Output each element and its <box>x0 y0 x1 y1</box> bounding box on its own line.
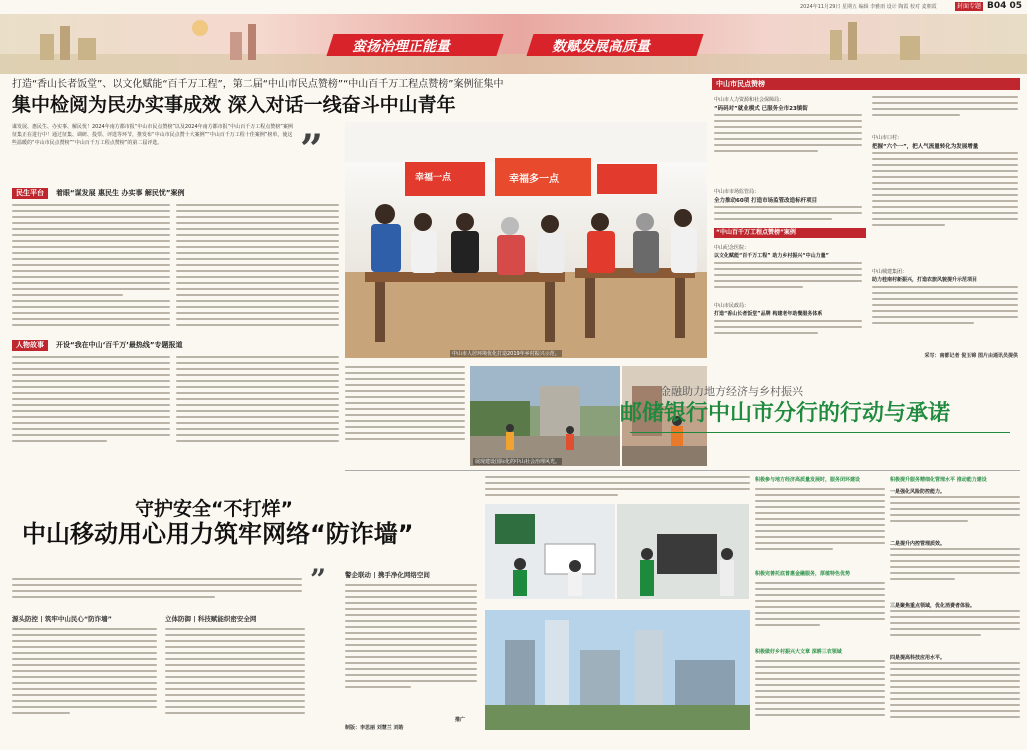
sign-left: 幸福一点 <box>415 173 452 183</box>
psbc-col1-a <box>755 488 885 568</box>
quote-mark: ” <box>300 126 324 173</box>
sidebar-item3-title: 以文化赋能“百千万工程” 助力乡村振兴“中山力量” <box>714 253 829 259</box>
street-scene <box>470 366 620 466</box>
psbc-city-scene <box>485 610 750 730</box>
sidebar-credit: 采写：南都记者 倪玉锦 图片由通讯员提供 <box>924 353 1018 359</box>
sidebar-item4-body <box>714 320 862 340</box>
psbc-headline: 邮储银行中山市分行的行动与承诺 <box>620 401 951 426</box>
cmcc-kicker: 守护安全“不打烊” <box>135 498 293 520</box>
sidebar-item2-head: 中山市市场监管局： <box>714 189 760 195</box>
psbc-col2-c <box>890 610 1020 650</box>
sidebar-item3-body <box>714 262 862 298</box>
sidebar-item3-head: 中山纪念医院： <box>714 245 750 251</box>
cmcc-intro <box>12 578 302 604</box>
page-number: B04 05 <box>987 1 1023 11</box>
psbc-point3: 三是聚焦重点领域，优化消费者体验。 <box>890 603 976 609</box>
lead-body-col1 <box>12 204 170 334</box>
cmcc-quote-mark: ” <box>310 563 327 596</box>
sidebar-item2-body <box>714 206 862 226</box>
cmcc-col3-body <box>345 584 477 716</box>
lead-body-col5 <box>345 366 465 448</box>
psbc-point1: 一是强化风险防控能力。 <box>890 489 946 495</box>
cmcc-col2-body <box>165 628 305 736</box>
lead-body-col3 <box>12 356 170 448</box>
tag-livelihood-title: 着眼“谋发展 惠民生 办实事 解民忧”案例 <box>56 189 185 197</box>
sidebar-item6-title: 助力桂南村新振兴，打造农旅风貌提升示范项目 <box>872 277 978 283</box>
cmcc-promo: 推广 <box>455 717 466 723</box>
psbc-photo-office <box>617 504 749 599</box>
lead-kicker: 打造“香山长者饭堂”、以文化赋能“百千万工程”，第二届“中山市民点赞榜”“中山百千万工程点赞榜”案例征集中 <box>12 79 504 90</box>
psbc-bank-scene <box>485 504 615 599</box>
tag-people-title: 开设“我在中山‘百千万’最热线”专题报道 <box>56 341 183 349</box>
tag-people: 人物故事 <box>12 340 48 351</box>
psbc-intro <box>485 476 750 502</box>
canteen-photo-caption: 中山市人居环境优化打造2019年乡村振兴示范。 <box>452 351 560 357</box>
sidebar-sub-title: “中山百千万工程点赞榜”案例 <box>714 228 866 238</box>
sidebar-col2-top <box>872 96 1018 136</box>
street-photo-caption: 展现建设国际化的中山社会治理风光。 <box>475 459 561 465</box>
lead-intro: 谋发展、惠民生、办实事、解民忧！2024年南方都市报“中山市民点赞榜”以及2024年南方都市报“中山百千万工程点赞榜”案例征集正在进行中！通过征集、调研、投票、评选等环节，推发布“中山市民点赞十大案例”“中山百千万工程十佳案例”榜单，使这些温暖的“中山市民点赞榜”“中山百千万工程点赞榜”的第二届评选。 <box>12 124 293 146</box>
lead-body-col2 <box>176 204 339 334</box>
cmcc-col3-head: 警企联动 | 携手净化网络空间 <box>345 571 430 579</box>
sidebar-item5-head: 中山市口村： <box>872 135 903 141</box>
sidebar-item4-title: 打造“香山长者饭堂”品牌 构建老年助餐服务体系 <box>714 311 823 317</box>
psbc-office-scene <box>617 504 749 599</box>
psbc-photo-bank <box>485 504 615 599</box>
sidebar-item1-body <box>714 114 862 164</box>
psbc-col2-b <box>890 548 1020 598</box>
cmcc-credit: 制版：李思丽 刘慧兰 刘皓 <box>345 725 404 731</box>
issue-meta: 2024年11月29日 星期五 编辑 李雅雨 设计 陶霞 校对 麦朝霞 <box>800 4 937 10</box>
psbc-sub1: 积极参与地方经济高质量发展时，服务闭环建设 <box>755 477 861 483</box>
cmcc-col2-head: 立体防御 | 科技赋能织密安全网 <box>165 615 257 623</box>
psbc-rule <box>630 432 1010 433</box>
tag-livelihood: 民生平台 <box>12 188 48 199</box>
banner-left-text: 蛮扬治理正能量 <box>352 39 450 55</box>
top-banner <box>0 14 1027 74</box>
sidebar-item6-head: 中山城建集团： <box>872 269 908 275</box>
lead-headline: 集中检阅为民办实事成效 深入对话一线奋斗中山青年 <box>12 94 456 116</box>
psbc-col2-a <box>890 496 1020 536</box>
canteen-photo <box>345 122 707 358</box>
psbc-col1-b <box>755 582 885 642</box>
psbc-point2: 二是提升内控管理质效。 <box>890 541 946 547</box>
banner-right-text: 数赋发展高质量 <box>552 39 650 55</box>
cmcc-headline: 中山移动用心用力筑牢网络“防诈墙” <box>22 520 414 548</box>
cmcc-col1-body <box>12 628 157 736</box>
skyline-illustration <box>0 14 1027 74</box>
sidebar-item1-title: “码码对”就业模式 已服务全市23镇街 <box>714 106 808 112</box>
sign-right: 幸福多一点 <box>509 174 559 185</box>
section-tag: 封面专题 <box>957 3 982 10</box>
cmcc-col1-head: 源头防控 | 筑牢中山民心“防诈墙” <box>12 615 112 623</box>
sidebar-item5-body <box>872 152 1018 256</box>
street-photo <box>470 366 620 466</box>
sidebar-item1-head: 中山市人力资源和社会保障局： <box>714 97 785 103</box>
psbc-sub2: 积极提升服务精细化管理水平 推动能力建设 <box>890 477 987 483</box>
psbc-point4: 四是提高科技应用水平。 <box>890 655 946 661</box>
sidebar-title: 中山市民点赞榜 <box>716 80 765 88</box>
psbc-col1-c <box>755 660 885 740</box>
psbc-sub4: 积极做好乡村振兴大文章 深耕三农领域 <box>755 649 842 655</box>
psbc-col2-d <box>890 662 1020 742</box>
sidebar-item4-head: 中山市民政局： <box>714 303 750 309</box>
sidebar <box>712 78 1020 366</box>
sidebar-item5-title: 把握“六个一”，把人气流量转化为发展增量 <box>872 144 979 150</box>
sidebar-item2-title: 全力推动60项 打造市场监管改造标杆项目 <box>714 198 818 204</box>
canteen-scene <box>345 122 707 358</box>
psbc-photo-city <box>485 610 750 730</box>
top-meta-bar <box>0 0 1027 14</box>
psbc-kicker: 金融助力地方经济与乡村振兴 <box>660 385 803 398</box>
psbc-top-rule <box>345 470 1020 471</box>
sidebar-item6-body <box>872 286 1018 342</box>
lead-body-col4 <box>176 356 339 448</box>
psbc-sub3: 积极完善托底普惠金融服务，厚植特色优势 <box>755 571 851 577</box>
